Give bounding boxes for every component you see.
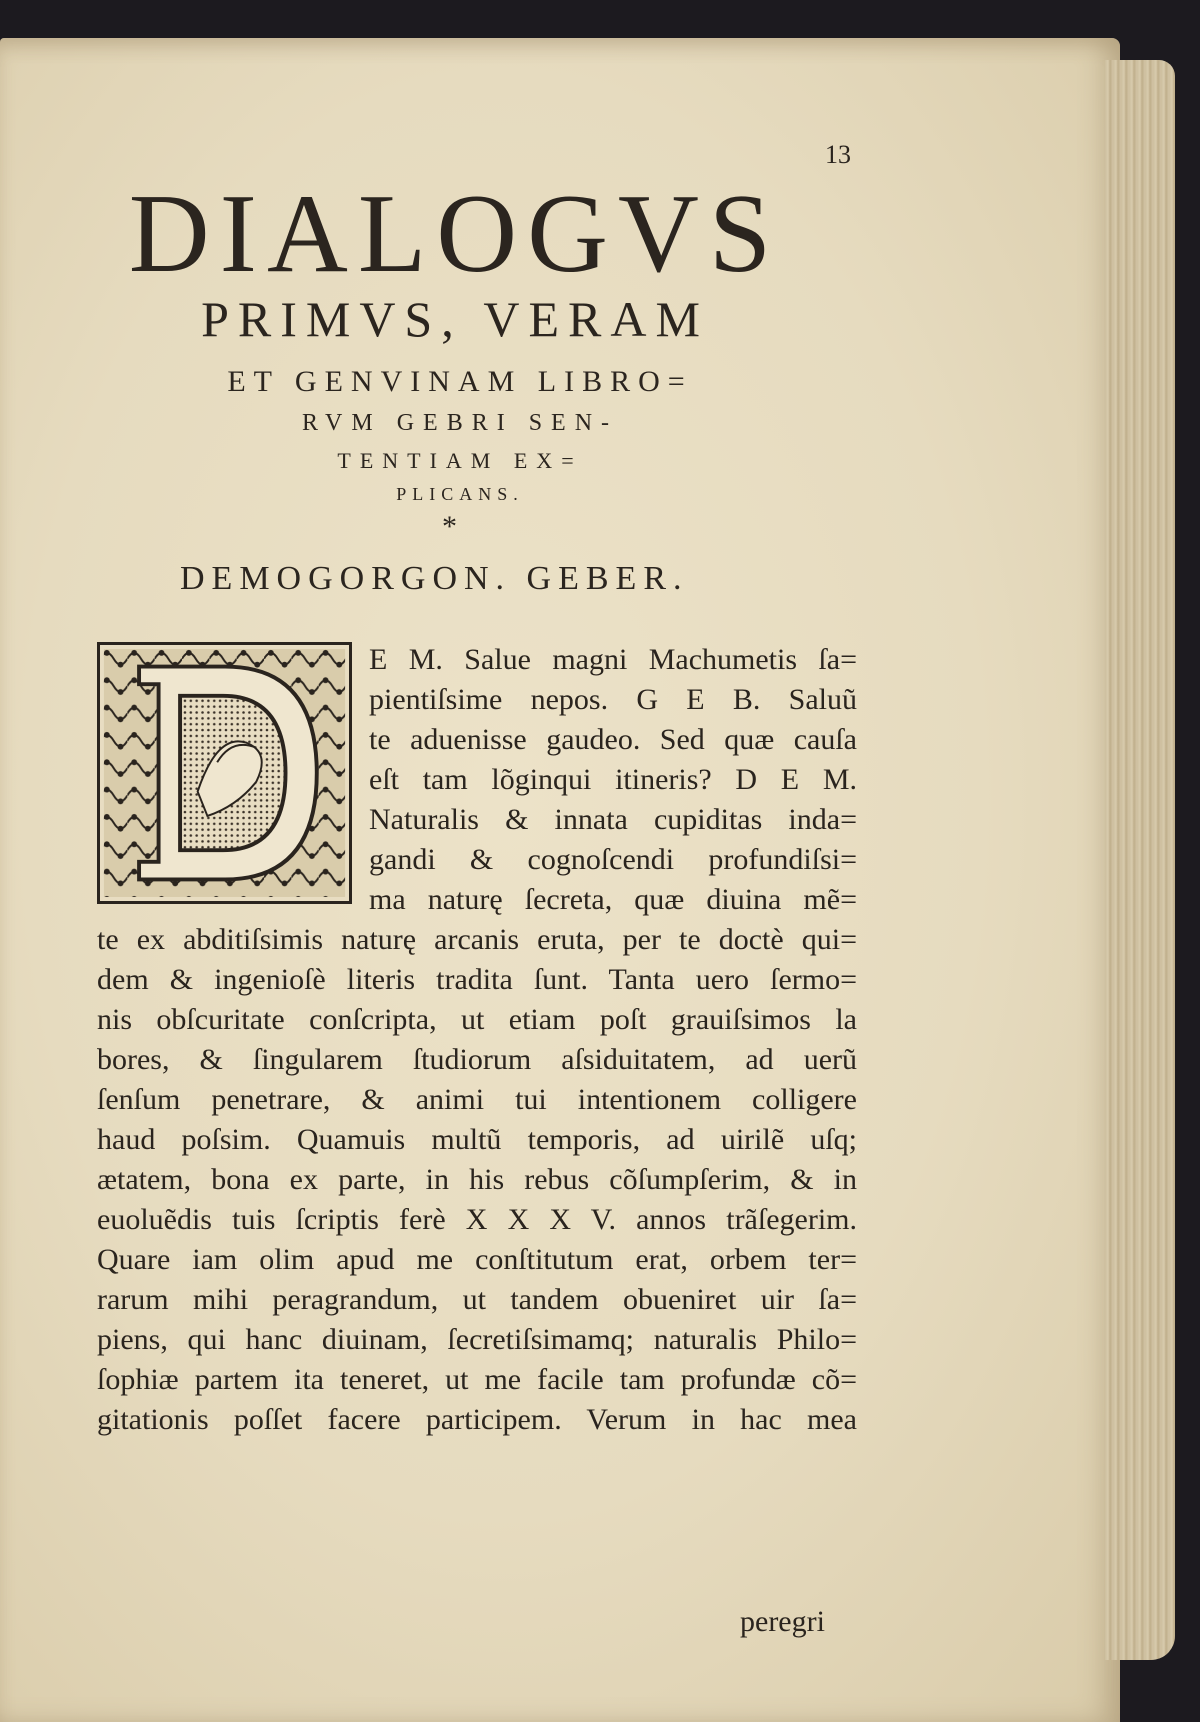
text-line: te ex abditiſsimis naturę arcanis eruta, per te doctè qui= — [97, 923, 857, 956]
title-line-5: TENTIAM EX= — [337, 448, 583, 473]
page-number: 13 — [825, 140, 851, 169]
text-line: ma naturę ſecreta, quæ diuina mẽ= — [369, 883, 857, 916]
title-line-1: DIALOGVS — [128, 172, 782, 296]
text-line: gandi & cognoſcendi profundiſsi= — [369, 843, 857, 876]
text-line: piens, qui hanc diuinam, ſecretiſsimamq; naturalis Philo= — [97, 1323, 857, 1356]
text-line: ſophiæ partem ita teneret, ut me facile tam profundæ cõ= — [97, 1363, 857, 1396]
text-line: pientiſsime nepos. G E B. Saluũ — [369, 683, 857, 716]
title-line-4: RVM GEBRI SEN- — [301, 410, 619, 436]
text-line: Quare iam olim apud me conſtitutum erat, orbem ter= — [97, 1243, 857, 1276]
text-line: Naturalis & innata cupiditas inda= — [369, 803, 857, 836]
asterisk-ornament: * — [442, 510, 457, 543]
text-line: eſt tam lõginqui itineris? D E M. — [369, 763, 857, 796]
title-line-3: ET GENVINAM LIBRO= — [227, 365, 693, 398]
text-line: ſenſum penetrare, & animi tui intentionem colligere — [97, 1083, 857, 1116]
page-edges — [1105, 60, 1175, 1660]
text-line: bores, & ſingularem ſtudiorum aſsiduitatem, ad uerũ — [97, 1043, 857, 1076]
text-line: E M. Salue magni Machumetis ſa= — [369, 643, 857, 676]
text-line: dem & ingenioſè literis tradita ſunt. Tanta uero ſermo= — [97, 963, 857, 996]
catchword: peregri — [740, 1605, 825, 1638]
text-line: te aduenisse gaudeo. Sed quæ cauſa — [369, 723, 857, 756]
text-line: euoluẽdis tuis ſcriptis ferè X X X V. annos trãſegerim. — [97, 1203, 857, 1236]
speakers-heading: DEMOGORGON. GEBER. — [180, 560, 689, 597]
text-line: rarum mihi peragrandum, ut tandem obueniret uir ſa= — [97, 1283, 857, 1316]
text-line: gitationis poſſet facere participem. Verum in hac mea — [97, 1403, 857, 1436]
text-line: nis obſcuritate conſcripta, ut etiam poſt grauiſsimos la — [97, 1003, 857, 1036]
text-line: haud poſsim. Quamuis multũ temporis, ad uirilẽ uſq; — [97, 1123, 857, 1156]
main-text — [97, 640, 857, 1440]
text-line: ætatem, bona ex parte, in his rebus cõſumpſerim, & in — [97, 1163, 857, 1196]
title-line-6: PLICANS. — [396, 484, 524, 504]
title-line-2: PRIMVS, VERAM — [201, 291, 709, 347]
